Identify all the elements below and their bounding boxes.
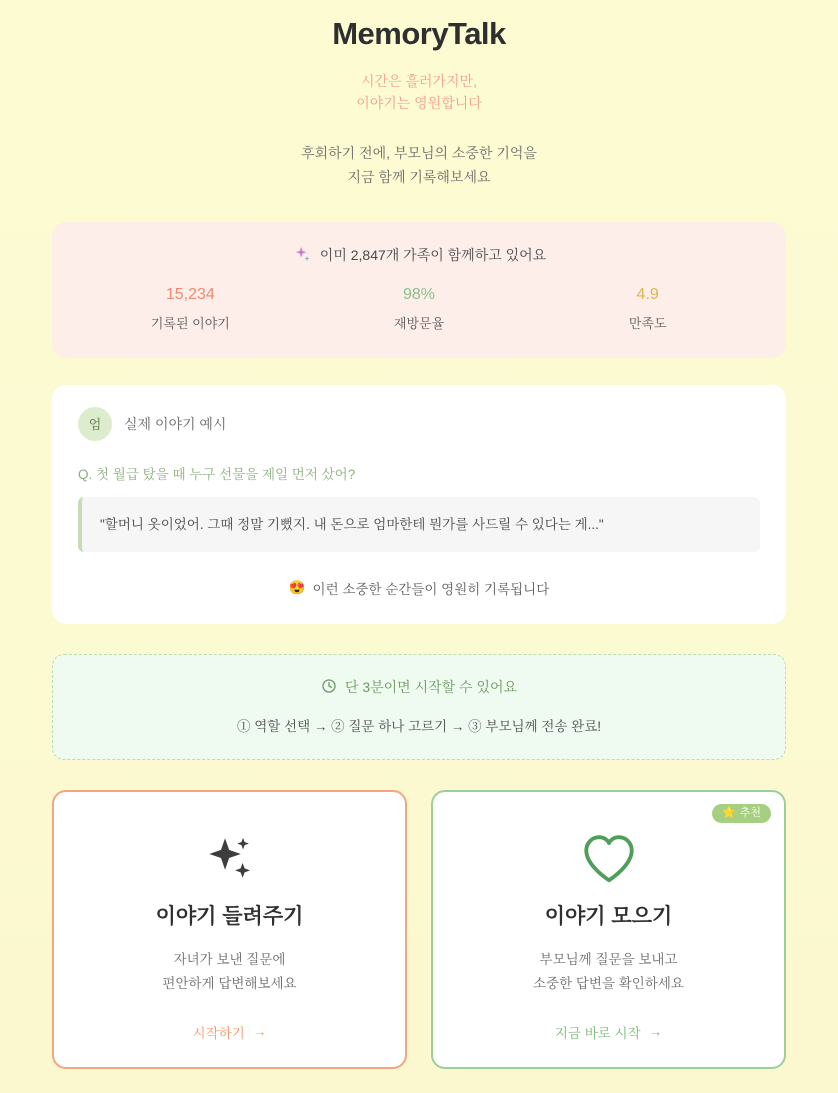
example-answer-quote: "할머니 옷이었어. 그때 정말 기뻤지. 내 돈으로 엄마한테 뭔가를 사드릴 수 있다는 게..." <box>78 497 760 553</box>
stat-retention <box>305 286 534 332</box>
stat-value: 98% <box>402 285 436 303</box>
cta-card-collect-stories[interactable] <box>431 790 786 1068</box>
page-title: MemoryTalk <box>332 16 506 51</box>
tagline-line-1: 시간은 흘러가지만, <box>361 73 477 89</box>
example-header <box>78 407 760 441</box>
start-button-label: 시작하기 <box>192 1025 245 1041</box>
cta-desc-line-1: 부모님께 질문을 보내고 <box>539 952 678 968</box>
example-footer-text: 이런 소중한 순간들이 영원히 기록됩니다 <box>312 582 550 598</box>
badge-label: 추천 <box>739 807 761 820</box>
heart-icon <box>453 830 764 886</box>
steps-title-text: 단 3분이면 시작할 수 있어요 <box>344 679 518 696</box>
status-badge <box>712 804 771 823</box>
stat-stories <box>76 286 305 332</box>
cta-desc-line-2: 소중한 답변을 확인하세요 <box>533 976 684 991</box>
cta-description <box>453 948 764 995</box>
cta-title: 이야기 모으기 <box>544 905 673 929</box>
cta-desc-line-2: 편안하게 답변해보세요 <box>162 976 297 991</box>
cta-row <box>52 790 786 1092</box>
stat-value: 15,234 <box>165 285 215 303</box>
header <box>52 0 786 190</box>
heart-eyes-emoji-icon: 😍 <box>288 580 306 596</box>
stats-headline-text: 이미 2,847개 가족이 함께하고 있어요 <box>319 246 547 263</box>
tagline <box>52 70 786 115</box>
steps-box <box>52 654 786 760</box>
stat-value: 4.9 <box>636 285 659 303</box>
stats-headline <box>76 244 762 266</box>
steps-title <box>73 677 765 697</box>
example-header-label: 실제 이야기 예시 <box>124 415 227 432</box>
start-now-button[interactable] <box>555 1022 662 1042</box>
cta-title: 이야기 들려주기 <box>155 905 304 929</box>
subcopy-line-1: 후회하기 전에, 부모님의 소중한 기억을 <box>301 144 537 161</box>
stats-row <box>76 286 762 332</box>
arrow-right-icon: → <box>648 1024 663 1040</box>
cta-description <box>74 948 385 995</box>
stat-satisfaction <box>533 286 762 332</box>
stat-label: 재방문율 <box>393 315 445 331</box>
start-button[interactable] <box>193 1022 267 1042</box>
sparkles-icon <box>74 830 385 886</box>
stat-label: 기록된 이야기 <box>150 315 230 331</box>
start-now-button-label: 지금 바로 시작 <box>554 1025 641 1041</box>
arrow-right-icon: → <box>252 1024 267 1040</box>
example-story-card <box>52 385 786 625</box>
avatar: 엄 <box>78 407 112 441</box>
cta-desc-line-1: 자녀가 보낸 질문에 <box>173 952 286 968</box>
stats-card <box>52 222 786 358</box>
subcopy <box>52 141 786 190</box>
cta-card-tell-story[interactable] <box>52 790 407 1068</box>
example-footer <box>78 578 760 598</box>
example-question: Q. 첫 월급 탔을 때 누구 선물을 제일 먼저 샀어? <box>78 466 356 482</box>
subcopy-line-2: 지금 함께 기록해보세요 <box>347 169 491 186</box>
steps-flow: ① 역할 선택 → ② 질문 하나 고르기 → ③ 부모님께 전송 완료! <box>236 719 602 735</box>
stat-label: 만족도 <box>628 315 667 331</box>
star-icon: ⭐ <box>722 807 736 820</box>
tagline-line-2: 이야기는 영원합니다 <box>356 95 482 112</box>
sparkles-icon <box>292 244 312 266</box>
clock-icon <box>321 678 337 697</box>
